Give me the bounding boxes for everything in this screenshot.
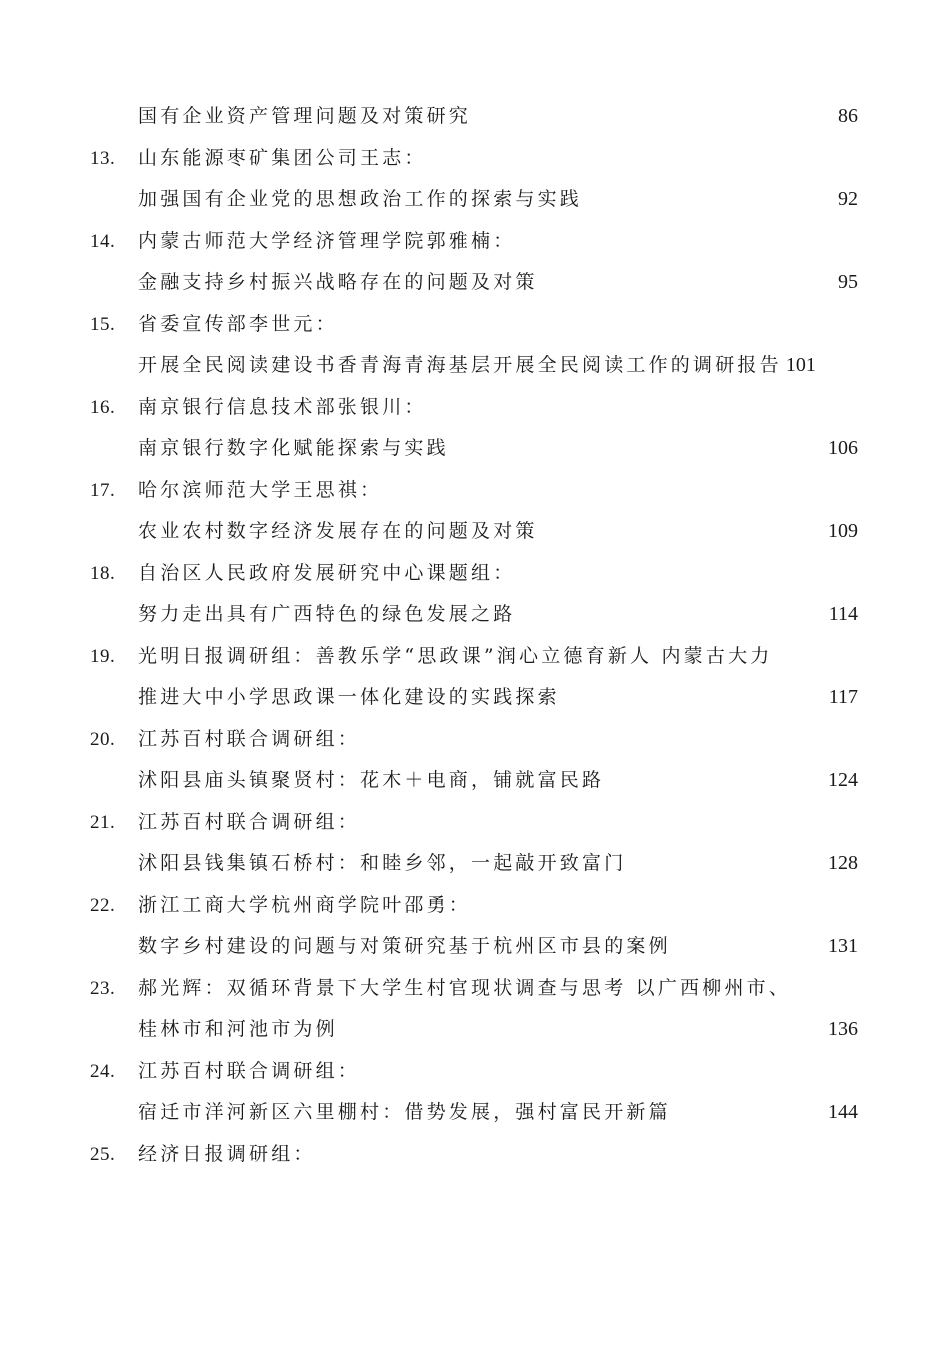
toc-entry-22	[0, 885, 950, 927]
page-number: 109	[828, 520, 858, 542]
page-number: 128	[828, 852, 858, 874]
page-number: 114	[828, 603, 858, 625]
page-number: 95	[838, 271, 858, 293]
entry-number: 25.	[90, 1143, 116, 1165]
entry-author: 江苏百村联合调研组：	[138, 1059, 361, 1082]
toc-line	[0, 428, 950, 470]
entry-author: 南京银行信息技术部张银川：	[138, 395, 427, 418]
entry-title: 数字乡村建设的问题与对策研究基于杭州区市县的案例	[138, 935, 671, 957]
toc-entry-14	[0, 221, 950, 263]
toc-entry-16	[0, 387, 950, 429]
entry-title: 开展全民阅读建设书香青海青海基层开展全民阅读工作的调研报告	[138, 354, 782, 376]
entry-author: 自治区人民政府发展研究中心课题组：	[138, 561, 516, 584]
entry-title: 金融支持乡村振兴战略存在的问题及对策	[138, 271, 538, 293]
entry-title-with-page	[138, 345, 816, 387]
toc-line	[0, 760, 950, 802]
toc-entry-24	[0, 1051, 950, 1093]
entry-number: 18.	[90, 562, 116, 584]
toc-line	[0, 511, 950, 553]
entry-title: 推进大中小学思政课一体化建设的实践探索	[138, 686, 560, 708]
entry-author: 郝光辉：双循环背景下大学生村官现状调查与思考 以广西柳州市、	[138, 976, 792, 999]
entry-author: 哈尔滨师范大学王思祺：	[138, 478, 383, 501]
toc-line	[0, 677, 950, 719]
toc-line	[0, 262, 950, 304]
entry-author: 山东能源枣矿集团公司王志：	[138, 146, 427, 169]
entry-number: 21.	[90, 811, 116, 833]
toc-entry-21	[0, 802, 950, 844]
entry-number: 22.	[90, 894, 116, 916]
table-of-contents	[0, 96, 950, 1175]
toc-line	[0, 1009, 950, 1051]
entry-title: 宿迁市洋河新区六里棚村：借势发展，强村富民开新篇	[138, 1101, 671, 1123]
entry-title: 桂林市和河池市为例	[138, 1018, 338, 1040]
entry-author: 浙江工商大学杭州商学院叶邵勇：	[138, 893, 472, 916]
toc-entry-13	[0, 138, 950, 180]
toc-entry-25	[0, 1134, 950, 1176]
entry-title: 农业农村数字经济发展存在的问题及对策	[138, 520, 538, 542]
entry-author: 光明日报调研组：善教乐学“思政课”润心立德育新人 内蒙古大力	[138, 644, 773, 667]
page-number: 136	[828, 1018, 858, 1040]
entry-number: 24.	[90, 1060, 116, 1082]
toc-entry-18	[0, 553, 950, 595]
page-number: 86	[838, 105, 858, 127]
toc-entry-17	[0, 470, 950, 512]
entry-number: 16.	[90, 396, 116, 418]
page-number: 106	[828, 437, 858, 459]
page-number: 117	[828, 686, 858, 708]
entry-number: 13.	[90, 147, 116, 169]
toc-line	[0, 345, 950, 387]
entry-number: 20.	[90, 728, 116, 750]
entry-author: 江苏百村联合调研组：	[138, 810, 361, 833]
toc-line	[0, 96, 950, 138]
entry-title: 沭阳县庙头镇聚贤村：花木＋电商，铺就富民路	[138, 769, 605, 791]
toc-entry-20	[0, 719, 950, 761]
toc-line	[0, 1092, 950, 1134]
page-number: 124	[828, 769, 858, 791]
entry-author: 省委宣传部李世元：	[138, 312, 338, 335]
entry-title: 努力走出具有广西特色的绿色发展之路	[138, 603, 516, 625]
entry-number: 17.	[90, 479, 116, 501]
entry-title: 南京银行数字化赋能探索与实践	[138, 437, 449, 459]
entry-title: 国有企业资产管理问题及对策研究	[138, 105, 472, 127]
toc-line	[0, 926, 950, 968]
page-number: 92	[838, 188, 858, 210]
entry-title: 加强国有企业党的思想政治工作的探索与实践	[138, 188, 583, 210]
toc-entry-23	[0, 968, 950, 1010]
toc-entry-19	[0, 636, 950, 678]
entry-number: 15.	[90, 313, 116, 335]
page-number: 131	[828, 935, 858, 957]
entry-title: 沭阳县钱集镇石桥村：和睦乡邻，一起敲开致富门	[138, 852, 627, 874]
entry-author: 经济日报调研组：	[138, 1142, 316, 1165]
page-number: 144	[828, 1101, 858, 1123]
entry-author: 江苏百村联合调研组：	[138, 727, 361, 750]
toc-line	[0, 179, 950, 221]
toc-line	[0, 594, 950, 636]
page-number: 101	[785, 354, 816, 376]
toc-line	[0, 843, 950, 885]
toc-entry-15	[0, 304, 950, 346]
entry-number: 19.	[90, 645, 116, 667]
entry-number: 14.	[90, 230, 116, 252]
entry-author: 内蒙古师范大学经济管理学院郭雅楠：	[138, 229, 516, 252]
entry-number: 23.	[90, 977, 116, 999]
